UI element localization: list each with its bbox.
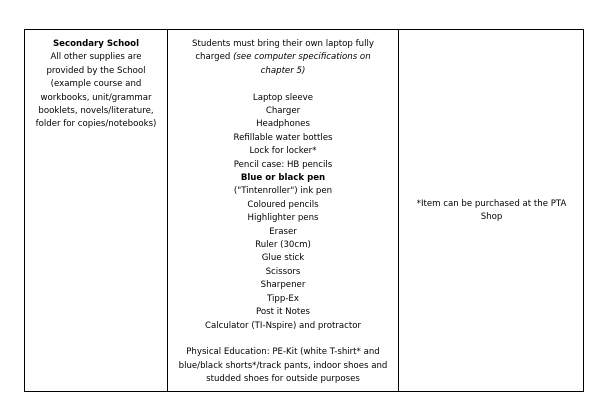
- supply-item: Highlighter pens: [247, 213, 319, 224]
- supply-item: Glue stick: [261, 253, 305, 264]
- laptop-requirement-text: Students must bring their own laptop fully charged: [192, 39, 374, 63]
- secondary-school-title: Secondary School: [52, 39, 140, 49]
- supply-item: Charger: [265, 106, 301, 117]
- supply-item: ("Tintenroller") ink pen: [233, 186, 333, 197]
- laptop-requirement: [168, 38, 398, 78]
- secondary-school-description: All other supplies are provided by the School (example course and workbooks, unit/grammar booklets, novels/literature, folder for copies/notebooks): [35, 52, 157, 130]
- supply-item: Calculator (TI-Nspire) and protractor: [204, 320, 362, 331]
- supplies-table: [24, 29, 584, 392]
- secondary-school-cell: [25, 30, 167, 391]
- pta-shop-note-cell: [399, 30, 584, 391]
- requirements-cell: [168, 30, 398, 391]
- supply-item: Lock for locker*: [249, 146, 317, 157]
- supply-item: Pencil case: HB pencils: [233, 159, 333, 170]
- pe-kit-requirement: Physical Education: PE-Kit (white T-shirt* and blue/black shorts*/track pants, indoor shoes and studded shoes for outside purposes: [178, 347, 388, 385]
- supply-item: Scissors: [265, 266, 301, 277]
- supply-item: Post it Notes: [255, 307, 311, 318]
- supply-item: Tipp-Ex: [267, 293, 299, 304]
- supply-item: Eraser: [269, 226, 297, 237]
- supply-item: Laptop sleeve: [252, 92, 314, 103]
- supply-item: Coloured pencils: [247, 199, 319, 210]
- supply-item: Refillable water bottles: [233, 132, 333, 143]
- pta-shop-note: *Item can be purchased at the PTA Shop: [416, 199, 567, 223]
- supply-item-bold: Blue or black pen: [240, 173, 326, 184]
- supply-item: Sharpener: [260, 280, 306, 291]
- supply-item: Headphones: [256, 119, 310, 130]
- supply-item: Ruler (30cm): [255, 240, 311, 251]
- laptop-specifications-note: (see computer specifications on chapter 5): [233, 52, 371, 76]
